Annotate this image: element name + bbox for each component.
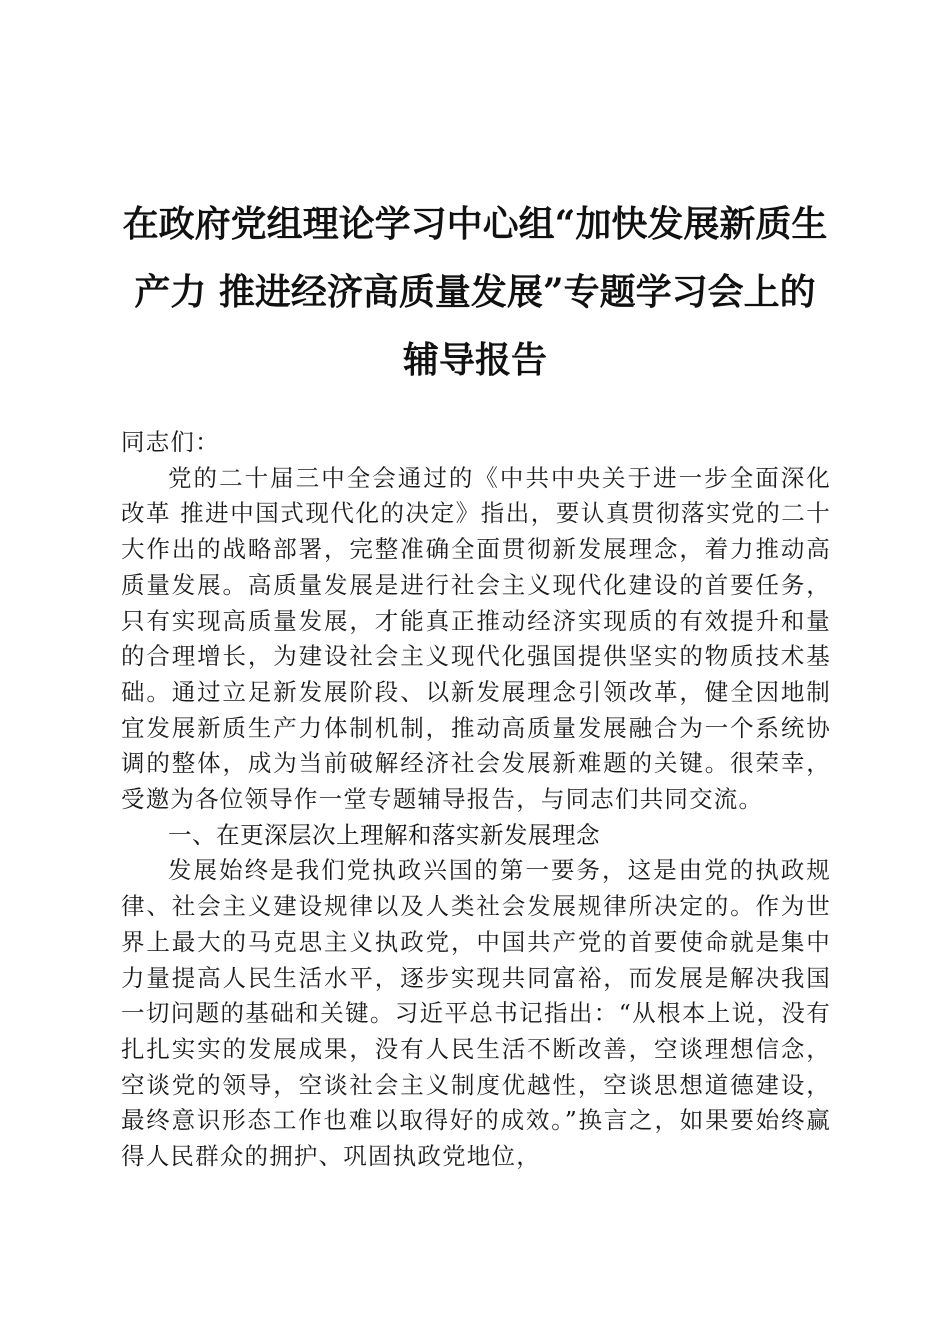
title-line-1: 在政府党组理论学习中心组“加快发展新质生 bbox=[122, 203, 828, 245]
document-body bbox=[121, 425, 831, 1175]
section-heading: 一、在更深层次上理解和落实新发展理念 bbox=[168, 820, 600, 849]
section-paragraph: 发展始终是我们党执政兴国的第一要务，这是由党的执政规律、社会主义建设规律以及人类社会发展规律所决定的。作为世界上最大的马克思主义执政党，中国共产党的首要使命就是集中力量提高人民生活水平，逐步实现共同富裕，而发展是解决我国一切问题的基础和关键。习近平总书记指出：“从根本上说，没有扎扎实实的发展成果，没有人民生活不断改善，空谈理想信念，空谈党的领导，空谈社会主义制度优越性，空谈思想道德建设，最终意识形态工作也难以取得好的成效。”换言之，如果要始终赢得人民群众的拥护、巩固执政党地位， bbox=[121, 856, 831, 1171]
salutation: 同志们： bbox=[121, 428, 220, 456]
title-line-2: 产力 推进经济高质量发展”专题学习会上的 bbox=[134, 271, 816, 313]
intro-paragraph: 党的二十届三中全会通过的《中共中央关于进一步全面深化改革 推进中国式现代化的决定》指出，要认真贯彻落实党的二十大作出的战略部署，完整准确全面贯彻新发展理念，着力推动高质量发展。高质量发展是进行社会主义现代化建设的首要任务，只有实现高质量发展，才能真正推动经济实现质的有效提升和量的合理增长，为建设社会主义现代化强国提供坚实的物质技术基础。通过立足新发展阶段、以新发展理念引领改革，健全因地制宜发展新质生产力体制机制，推动高质量发展融合为一个系统协调的整体，成为当前破解经济社会发展新难题的关键。很荣幸，受邀为各位领导作一堂专题辅导报告，与同志们共同交流。 bbox=[121, 463, 831, 814]
document-title bbox=[100, 190, 850, 394]
title-line-3: 辅导报告 bbox=[402, 339, 547, 381]
